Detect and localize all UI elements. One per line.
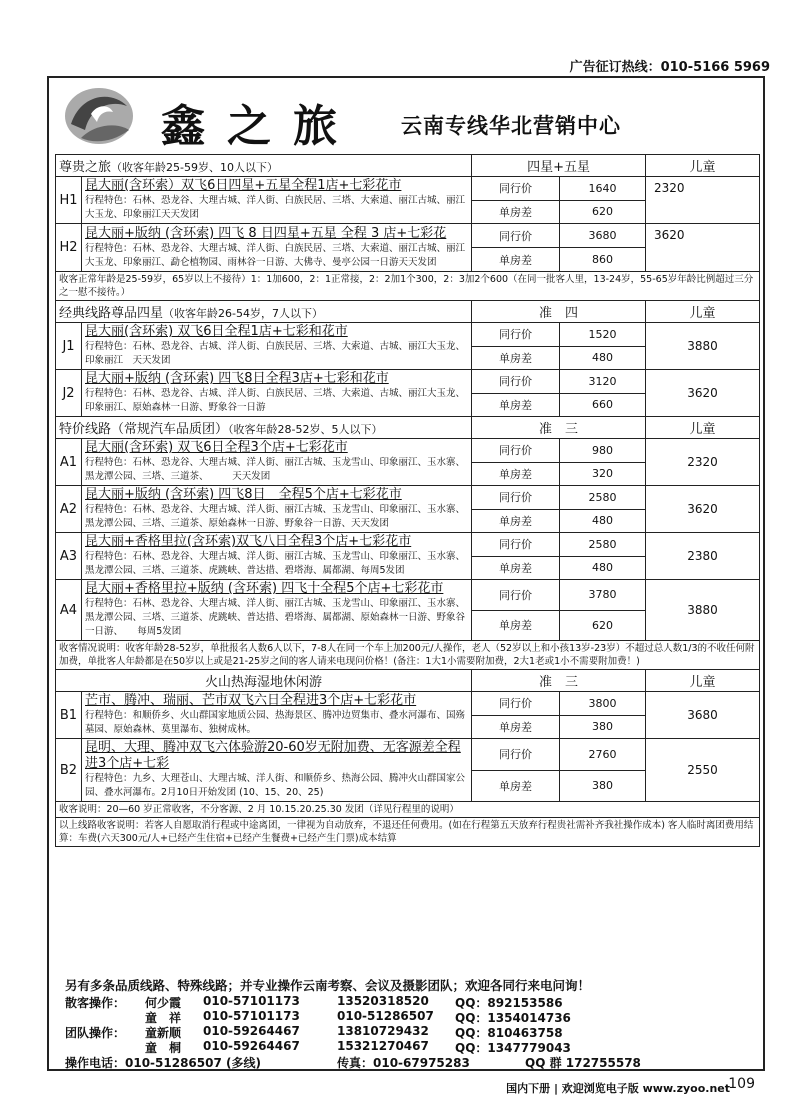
single-supplement-label: 单房差 <box>472 200 560 224</box>
qq-group: QQ 群 172755578 <box>525 1056 641 1070</box>
route-detail <box>82 177 472 224</box>
section-child-heading: 儿童 <box>646 155 760 177</box>
route-detail <box>82 739 472 802</box>
contact-t2: 13520318520 <box>337 994 429 1008</box>
section-title <box>56 301 472 323</box>
swirl-logo-icon <box>61 84 137 148</box>
section-star-level: 准 四 <box>472 301 646 323</box>
child-price: 3880 <box>646 323 760 370</box>
single-supplement-value: 660 <box>560 393 646 417</box>
route-title: 昆大丽+香格里拉+版纳 (含环索) 四飞十全程5个店+七彩花市 <box>85 581 444 596</box>
section-header <box>56 155 760 177</box>
footer-headline: 另有多条品质线路、特殊线路；并专业操作云南考察、会议及摄影团队；欢迎各同行来电问询！ <box>65 978 591 993</box>
single-supplement-value: 480 <box>560 556 646 580</box>
route-code: A3 <box>56 533 82 580</box>
brand-name: 鑫之旅 <box>161 101 359 152</box>
child-price: 3680 <box>646 692 760 739</box>
contact-t2: 13810729432 <box>337 1024 429 1038</box>
section-note: 收客说明：20—60 岁正常收客，不分客源、2 月 10.15.20.25.30 发团（详见行程里的说明） <box>56 802 760 818</box>
contact-t1: 010-59264467 <box>203 1039 300 1053</box>
section-child-heading: 儿童 <box>646 417 760 439</box>
contact-name: 童 桐 <box>145 1041 182 1055</box>
route-row <box>56 323 760 347</box>
route-features: 行程特色：和顺侨乡、火山群国家地质公园、热海景区、腾冲边贸集市、叠水河瀑布、国殇墓园、原始森林、莫里瀑布、独树成林。 <box>85 710 466 735</box>
child-price: 3620 <box>646 370 760 417</box>
single-supplement-value: 620 <box>560 610 646 641</box>
route-detail <box>82 486 472 533</box>
route-row <box>56 177 760 201</box>
main-frame <box>47 76 765 1071</box>
peer-price-value: 1520 <box>560 323 646 347</box>
section-note-row <box>56 802 760 818</box>
section-title-text: 特价线路（常规汽车品质团） <box>59 422 229 437</box>
peer-price-value: 3780 <box>560 580 646 611</box>
peer-price-label: 同行价 <box>472 533 560 557</box>
section-title <box>56 417 472 439</box>
contact-t1: 010-57101173 <box>203 994 300 1008</box>
operation-phone: 操作电话：010-51286507 (多线) <box>65 1056 261 1070</box>
section-header <box>56 670 760 692</box>
route-detail <box>82 692 472 739</box>
peer-price-value: 3800 <box>560 692 646 716</box>
contact-name: 童 祥 <box>145 1011 182 1025</box>
contact-t2: 010-51286507 <box>337 1009 434 1023</box>
route-features: 行程特色：石林、恐龙谷、古城、洋人街、白族民居、三塔、大索道、古城、丽江大玉龙、印象丽江、原始森林一日游、野象谷一日游 <box>85 388 466 413</box>
peer-price-label: 同行价 <box>472 739 560 771</box>
section-title-text: 经典线路尊品四星 <box>59 306 164 321</box>
contact-label: 团队操作： <box>65 1026 126 1040</box>
route-title: 昆大丽+版纳 (含环索) 四飞 8 日四星+五星 全程 3 店+七彩花 <box>85 225 447 241</box>
route-title: 昆大丽+版纳 (含环索) 四飞8日全程3店+七彩和花市 <box>85 371 389 386</box>
contact-qq: QQ：892153586 <box>455 996 563 1010</box>
peer-price-label: 同行价 <box>472 370 560 394</box>
route-features: 行程特色：九乡、大理苍山、大理古城、洋人街、和顺侨乡、热海公园、腾冲火山群国家公园、叠水河瀑布。2月10日开始发团 (10、15、20、25) <box>85 773 466 798</box>
cancellation-note: 以上线路收客说明：若客人自愿取消行程或中途离团，一律视为自动放弃，不退还任何费用。(如在行程第五天放弃行程贵社需补齐我社操作成本) 客人临时离团费用结算：车费(六天300元/人+已经产生住宿+已经产生餐费+已经产生门票)成本结算 <box>56 818 760 847</box>
section-star-level: 四星+五星 <box>472 155 646 177</box>
section-title <box>56 155 472 177</box>
section-title-text: 火山热海湿地休闲游 <box>205 675 323 690</box>
child-price: 3620 <box>646 224 760 272</box>
single-supplement-label: 单房差 <box>472 556 560 580</box>
single-supplement-value: 480 <box>560 509 646 533</box>
peer-price-value: 2760 <box>560 739 646 771</box>
section-note-row <box>56 272 760 301</box>
single-supplement-value: 380 <box>560 770 646 802</box>
section-age-note: （收客年龄25-59岁、10人以下） <box>111 161 278 174</box>
child-price: 2550 <box>646 739 760 802</box>
route-features: 行程特色：石林、恐龙谷、大理古城、洋人街、白族民居、三塔、大索道、丽江古城、丽江大玉龙、印象丽江、勐仑植物园、雨林谷一日游、大佛寺、曼亭公园一日游天天发团 <box>85 242 466 268</box>
single-supplement-label: 单房差 <box>472 393 560 417</box>
route-row <box>56 439 760 463</box>
single-supplement-label: 单房差 <box>472 346 560 370</box>
single-supplement-value: 320 <box>560 462 646 486</box>
single-supplement-label: 单房差 <box>472 248 560 272</box>
peer-price-value: 980 <box>560 439 646 463</box>
contact-t1: 010-57101173 <box>203 1009 300 1023</box>
peer-price-label: 同行价 <box>472 224 560 248</box>
child-price: 2320 <box>646 177 760 224</box>
single-supplement-value: 860 <box>560 248 646 272</box>
route-code: J2 <box>56 370 82 417</box>
peer-price-label: 同行价 <box>472 439 560 463</box>
peer-price-value: 2580 <box>560 533 646 557</box>
route-detail <box>82 580 472 641</box>
route-features: 行程特色：石林、恐龙谷、大理古城、洋人街、丽江古城、玉龙雪山、印象丽江、玉水寨、黑龙潭公园、三塔、三道茶、原始森林一日游、野象谷一日游、天天发团 <box>85 504 466 529</box>
route-detail <box>82 439 472 486</box>
contact-label: 散客操作： <box>65 996 126 1010</box>
section-note: 收客正常年龄是25-59岁，65岁以上不接待）1：1加600，2：1正常接，2：2加1个300，2：3加2个600（在同一批客人里，13-24岁，55-65岁年龄比例超过三分之一慰不接待。） <box>56 272 760 301</box>
route-features: 行程特色：石林、恐龙谷、大理古城、洋人街、丽江古城、玉龙雪山、印象丽江、玉水寨、黑龙潭公园、三塔、三道茶、虎跳峡、普达措、碧塔海、属都湖、每周5发团 <box>85 551 466 576</box>
child-price: 2320 <box>646 439 760 486</box>
route-features: 行程特色：石林、恐龙谷、古城、洋人街、白族民居、三塔、大索道、古城、丽江大玉龙、印象丽江 天天发团 <box>85 341 466 366</box>
section-child-heading: 儿童 <box>646 301 760 323</box>
route-title: 昆大丽+版纳 (含环索) 四飞8日 全程5个店+七彩花市 <box>85 487 402 502</box>
section-child-heading: 儿童 <box>646 670 760 692</box>
route-title: 芒市、腾冲、瑞丽、芒市双飞六日全程进3个店+七彩花市 <box>85 693 417 708</box>
route-title: 昆大丽(含环索) 双飞6日全程1店+七彩和花市 <box>85 324 348 339</box>
contact-row <box>55 1024 755 1039</box>
peer-price-value: 1640 <box>560 177 646 201</box>
single-supplement-label: 单房差 <box>472 462 560 486</box>
route-title: 昆大丽+香格里拉(含环索)双飞八日全程3个店+七彩花市 <box>85 534 412 549</box>
route-row <box>56 224 760 248</box>
route-features: 行程特色：石林、恐龙谷、大理古城、洋人街、丽江古城、玉龙雪山、印象丽江、玉水寨、黑龙潭公园、三塔、三道茶、 天天发团 <box>85 457 466 482</box>
header <box>49 78 763 152</box>
route-code: H1 <box>56 177 82 224</box>
section-star-level: 准 三 <box>472 670 646 692</box>
peer-price-value: 2580 <box>560 486 646 510</box>
child-price: 3620 <box>646 486 760 533</box>
contact-qq: QQ：810463758 <box>455 1026 563 1040</box>
child-price: 3880 <box>646 580 760 641</box>
route-code: B1 <box>56 692 82 739</box>
route-row <box>56 370 760 394</box>
route-row <box>56 486 760 510</box>
bottom-banner: 国内下册 | 欢迎浏览电子版 www.zyoo.net <box>506 1082 730 1095</box>
section-age-note: （收客年龄26-54岁，7人以下） <box>163 307 323 320</box>
section-header <box>56 417 760 439</box>
single-supplement-label: 单房差 <box>472 770 560 802</box>
route-detail <box>82 224 472 272</box>
contact-t1: 010-59264467 <box>203 1024 300 1038</box>
contact-name: 童新顺 <box>145 1026 182 1040</box>
section-title-text: 尊贵之旅 <box>59 160 112 175</box>
route-code: A1 <box>56 439 82 486</box>
contact-qq: QQ：1347779043 <box>455 1041 571 1055</box>
route-row <box>56 580 760 611</box>
route-features: 行程特色：石林、恐龙谷、大理古城、洋人街、丽江古城、玉龙雪山、印象丽江、玉水寨、黑龙潭公园、三塔、三道茶、虎跳峡、普达措、碧塔海、属都湖、原始森林一日游、野象谷一日游、 每周5发团 <box>85 598 466 637</box>
peer-price-value: 3680 <box>560 224 646 248</box>
single-supplement-value: 480 <box>560 346 646 370</box>
route-detail <box>82 370 472 417</box>
route-code: B2 <box>56 739 82 802</box>
route-title: 昆大丽(含环索) 双飞6日全程3个店+七彩花市 <box>85 440 348 455</box>
single-supplement-label: 单房差 <box>472 610 560 641</box>
route-code: J1 <box>56 323 82 370</box>
contact-qq: QQ：1354014736 <box>455 1011 571 1025</box>
peer-price-label: 同行价 <box>472 580 560 611</box>
child-price: 2380 <box>646 533 760 580</box>
contact-name: 何少霞 <box>145 996 182 1010</box>
section-header <box>56 301 760 323</box>
contact-row <box>55 1039 755 1054</box>
route-code: A4 <box>56 580 82 641</box>
peer-price-label: 同行价 <box>472 486 560 510</box>
route-detail <box>82 533 472 580</box>
contact-footer <box>55 974 759 1069</box>
contact-row <box>55 1009 755 1024</box>
route-code: A2 <box>56 486 82 533</box>
peer-price-value: 3120 <box>560 370 646 394</box>
route-row <box>56 533 760 557</box>
section-note-row <box>56 641 760 670</box>
single-supplement-label: 单房差 <box>472 509 560 533</box>
ad-hotline: 广告征订热线：010-5166 5969 <box>569 60 770 75</box>
peer-price-label: 同行价 <box>472 692 560 716</box>
route-title: 昆大丽(含环索）双飞6日四星+五星全程1店+七彩花市 <box>85 178 402 193</box>
section-note: 收客情况说明：收客年龄28-52岁，单批报名人数6人以下，7-8人在同一个车上加200元/人操作，老人（52岁以上和小孩13岁-23岁）不超过总人数1/3的不收任何附加费，单批客人年龄都是在50岁以上或是21-25岁之间的客人请来电现问价格！(备注：1大1小需要附加费，2大1老或1小不需要附加费！) <box>56 641 760 670</box>
contact-t2: 15321270467 <box>337 1039 429 1053</box>
route-row <box>56 739 760 771</box>
route-row <box>56 692 760 716</box>
section-age-note: （收客年龄28-52岁、5人以下） <box>228 423 383 436</box>
single-supplement-label: 单房差 <box>472 715 560 739</box>
page-number: 109 <box>728 1076 755 1092</box>
final-note-row <box>56 818 760 847</box>
route-code: H2 <box>56 224 82 272</box>
route-detail <box>82 323 472 370</box>
contact-row <box>55 994 755 1009</box>
route-title: 昆明、大理、腾冲双飞六体验游20-60岁无附加费、无客源差全程进3个店+七彩 <box>85 740 461 771</box>
route-table <box>55 154 760 847</box>
brand-subtitle: 云南专线华北营销中心 <box>401 114 621 138</box>
route-features: 行程特色：石林、恐龙谷、大理古城、洋人街、白族民居、三塔、大索道、丽江古城、丽江大玉龙、印象丽江天天发团 <box>85 195 466 220</box>
fax-number: 传真：010-67975283 <box>337 1056 470 1070</box>
peer-price-label: 同行价 <box>472 323 560 347</box>
single-supplement-value: 620 <box>560 200 646 224</box>
peer-price-label: 同行价 <box>472 177 560 201</box>
single-supplement-value: 380 <box>560 715 646 739</box>
section-title <box>56 670 472 692</box>
section-star-level: 准 三 <box>472 417 646 439</box>
